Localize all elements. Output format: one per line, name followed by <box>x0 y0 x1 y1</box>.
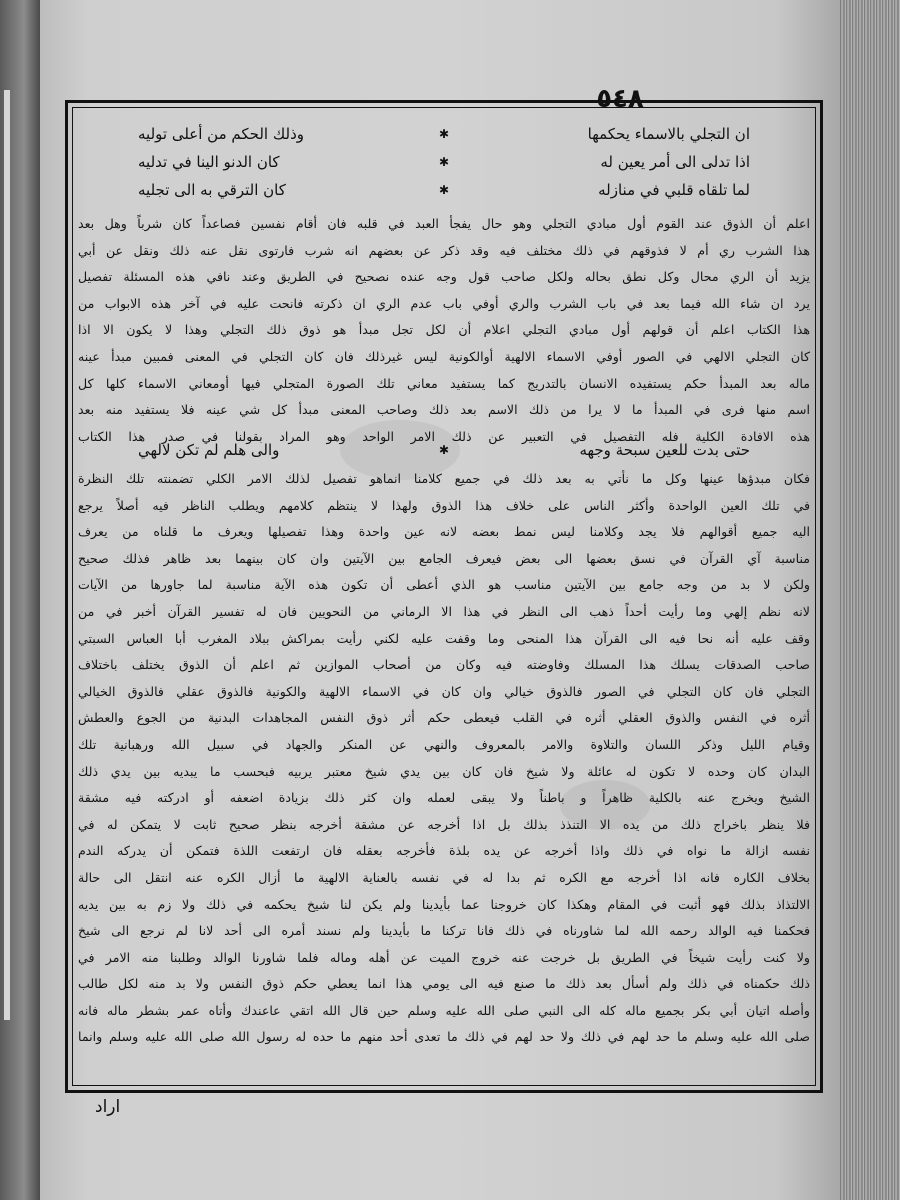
verse-hemistich-right: اذا تدلى الى أمر يعين له <box>600 153 750 171</box>
verse-line <box>138 179 750 201</box>
text-line: مناسبة آي القرآن في نسق بعضها الى بعض فيعرف الجامع بين الآيتين وان كان بينهما بعد ظاهر فذلك صحيح <box>78 550 810 566</box>
verse-hemistich-left: كان الترقي به الى تجليه <box>138 181 286 199</box>
text-line: ولا كنت رأيت شيخاً في الطريق بل خرجت عنه خروج الميت عن أهله وماله فلما شاورنا الوالد وطلبنا منه الامر في <box>78 949 810 965</box>
text-line: وقف عليه أنه نحا فيه الى القرآن هذا المنحى وما وقفت عليه لكني رأيت بمراكش ببلاد المغرب أبا العباس السبتي <box>78 630 810 646</box>
verse-separator-star: ✱ <box>438 443 450 457</box>
text-line: البدان كان وحده لا تكون له عائلة ولا شيخ فان كان بين يدي شيخ معتبر يربيه فبحسب ما يبديه بين يدي ذلك <box>78 763 810 779</box>
verse-hemistich-left: والى هلم لم تكن لالهي <box>138 441 280 459</box>
text-line: اعلم أن الذوق عند القوم أول مبادي التجلي وهو حال يفجأ العبد في قلبه فان أقام نفسين فصاعداً كان شرباً وهل بعد <box>78 216 810 231</box>
page-number: ٥٤٨ <box>596 84 644 114</box>
facing-page-strip <box>4 90 10 1020</box>
text-line: هذه الافادة الكلية فله التفصيل في التعبير عن ذلك الامر الواحد وهو المراد بقولنا في صدر هذا الكتاب <box>78 428 810 444</box>
text-line: يرد ان شاء الله فيما بعد في باب الشرب والري أوفي باب عدم الري ان ذكرته فانحت عليه في آخر هذه الابواب من <box>78 295 810 311</box>
text-line: فحكمنا فيه الوالد رحمه الله لما شاورناه في ذلك فانا تركنا ما بأيدينا ولم نسند أمره الى أحد لانا لم نرجع الى شيخ <box>78 923 810 939</box>
text-line: ولكن لا بد من وجه جامع بين الآيتين مناسب هو الذي أعطى أن تكون هذه الآية مناسبة لما جاورها من الآيات <box>78 577 810 593</box>
text-line: ماله بعد المبدأ حكم يستفيده الانسان بالتدريج كما يستفيد معاني تلك الصورة المتجلي فيها أومعاني الاسماء كلها كل <box>78 375 810 391</box>
text-line: التجلي فان كان التجلي في الصور فالذوق خيالي وان كان في الاسماء الالهية والكونية فالذوق عقلي فالذوق الخيالي <box>78 683 810 699</box>
text-line: اليه جميع أقوالهم فلا يجد وكلامنا ليس نمط بعضه لانه عين واحدة وهذا تفصيلها ويعرف ما قلناه من يعرف <box>78 524 810 540</box>
text-line: وأصله اتيان أبي بكر بجميع ماله كله الى النبي صلى الله عليه وسلم حين قال الله اتقي عاعندك وأتاه عمر بشطر ماله فانه <box>78 1002 810 1018</box>
facing-page-edge <box>0 0 40 1200</box>
verse-hemistich-left: كان الدنو الينا في تدليه <box>138 153 280 171</box>
text-line: فلا ينظر باخراج ذلك من يده الا التنذذ بذلك بل اذا أخرجه عن مشقة أخرجه بنظر صحيح ثابت لا يتمكن له في <box>78 816 810 832</box>
paragraph-2 <box>78 466 810 1051</box>
text-line: في تلك العين الواحدة وأكثر الناس على خلاف هذا الذوق ولهذا لا ينتظم كلامهم ويطلب الناظر فيه أصلاً يرجع <box>78 497 810 513</box>
text-line: اسم منها فرى في المبدأ ما لا يرا من ذلك الاسم بعد ذلك وصاحب المعنى مبدأ كل شي عينه فلا يستفيد منه بعد <box>78 402 810 418</box>
text-line: يزيد أن الري محال وكل نطق بحاله ولكل صاحب قول وجه عنده نصحيح في الطريق وعند نافي هذه المسئلة تفصيل <box>78 269 810 285</box>
page-stack-edges <box>840 0 900 1200</box>
verse-hemistich-left: وذلك الحكم من أعلى توليه <box>138 125 304 143</box>
text-line: كان التجلي الالهي في الصور أوفي الاسماء الالهية أوالكونية ليس غيرذلك فان كان التجلي في المعنى فمبين مبدأ عينه <box>78 348 810 364</box>
verse-middle <box>138 439 750 461</box>
text-line: الالتذاذ بذلك فهو أثبت في المقام وهكذا كان خروجنا عما بأيدينا ولم يكن لنا شيخ يحكمه في ذلك ولا زم به بين يديه <box>78 896 810 912</box>
text-line: بخلاف الكاره فانه اذا أخرجه مع الكره ثم بدا له في نفسه بالعناية الالهية ما أزال الكره عنه انتقل الى حالة <box>78 869 810 885</box>
text-line: هذا الكتاب اعلم أن قولهم أول مبادي التجلي اعلام أن لكل تجل مبدأ هو ذوق ذلك التجلي وهذا لا يكون الا اذا <box>78 322 810 338</box>
text-line: فكان مبدؤها عينها وكل ما نأتي به بعد ذلك في جميع كلامنا انماهو تفصيل لذلك الامر الكلي تضمنته تلك النظرة <box>78 471 810 486</box>
verse-hemistich-right: حتى بدت للعين سبحة وجهه <box>579 441 750 459</box>
text-line: هذا الشرب ري أم لا فذوقهم في ذلك مختلف فيه وقد ذكر عن بعضهم انه شرب فارتوى نقل عنه ذلك ونقل عن أبي <box>78 242 810 258</box>
text-line: صاحب الصدقات يسلك هذا المسلك وفاوضته فيه وكان من أصحاب الموازين ثم اعلم أن الذوق يختلف باختلاف <box>78 657 810 673</box>
text-line: نفسه ازالة ما نواه في ذلك واذا أخرجه عن يده بلذة فأخرجه بعقله فان ارتفعت اللذة فتمكن أن يدركه الندم <box>78 843 810 859</box>
paragraph-1 <box>78 211 810 450</box>
text-line: صلى الله عليه وسلم ما حد لهم في ذلك ولا حد لهم في ذلك ما تعدى أحد منهم ما حده له رسول الله صلى الله عليه وسلم وانما <box>78 1029 810 1045</box>
text-frame <box>65 100 823 1093</box>
verse-line <box>138 151 750 173</box>
text-line: أثره في النفس والذوق العقلي أثره في القلب فيعطى حكم أثر ذوق النفس المجاهدات البدنية من الجوع والعطش <box>78 710 810 726</box>
verse-separator-star: ✱ <box>438 155 450 169</box>
text-line: وقيام الليل وذكر اللسان والتلاوة والامر بالمعروف والنهي عن المنكر والجهاد في سبيل الله ورهبانية تلك <box>78 736 810 752</box>
text-line: ذلك حكمناه في ذلك ولم أسأل بعد ذلك ما صنع فيه الى يومي هذا انما يعطي حكم ذوق النفس ولا بد منه لكل طالب <box>78 976 810 992</box>
catchword: اراد <box>95 1097 121 1117</box>
verse-separator-star: ✱ <box>438 127 450 141</box>
verse-separator-star: ✱ <box>438 183 450 197</box>
verse-hemistich-right: لما تلقاه قلبي في منازله <box>598 181 750 199</box>
verse-hemistich-right: ان التجلي بالاسماء يحكمها <box>587 125 750 143</box>
text-line: الشيخ ويخرج عنه بالكلية ظاهراً و باطناً ولا يبقى لعمله وان كثر ذلك بزيادة اضعفه أو ادركته فيه مشقة <box>78 790 810 806</box>
verse-line <box>138 123 750 145</box>
text-line: لانه نظم إلهي وما رأيت أحداً ذهب الى النظر في هذا الا الرماني من النحويين فان له تفسير القرآن أخبر في من <box>78 603 810 619</box>
verse-block-top <box>138 123 750 211</box>
